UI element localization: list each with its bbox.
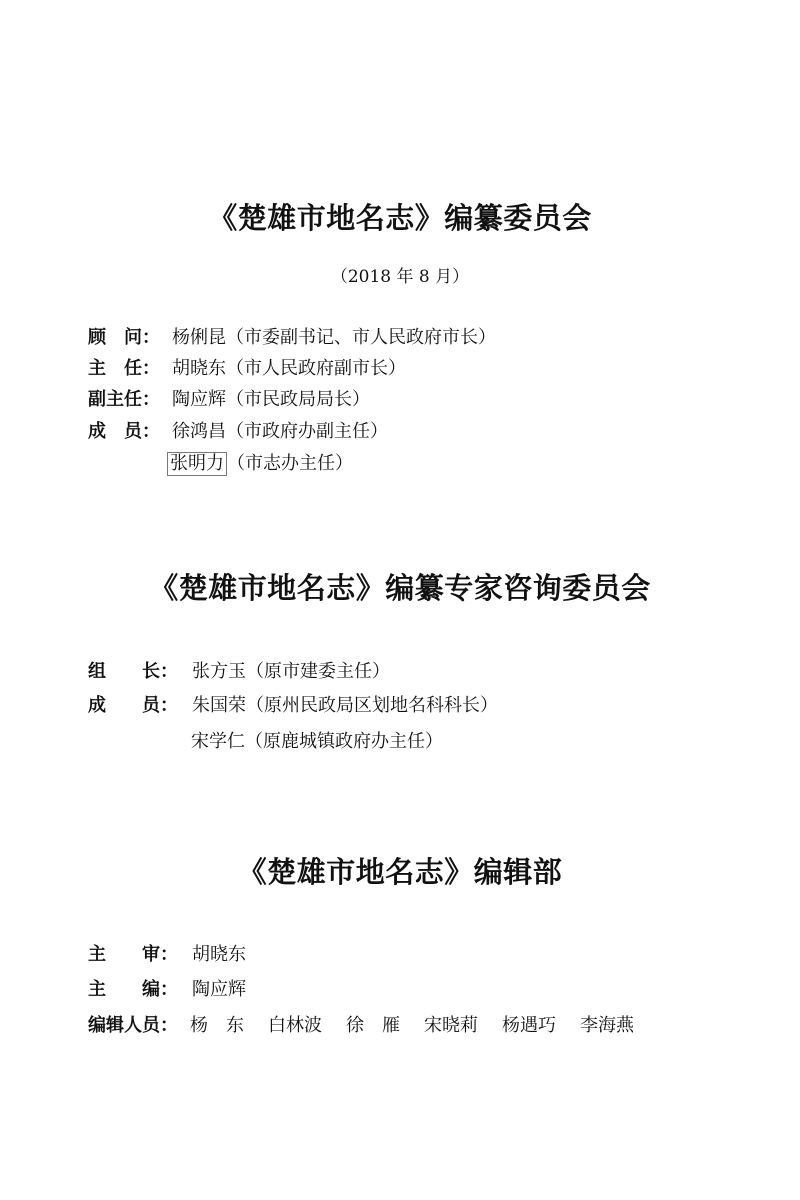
editor-name: 杨 东 [190, 1015, 244, 1036]
row-value: 徐鸿昌（市政府办副主任） [172, 421, 388, 442]
row-value: 杨俐昆（市委副书记、市人民政府市长） [172, 327, 496, 348]
row-label: 主 编： [88, 979, 178, 1000]
row-label: 主 任： [88, 358, 160, 379]
editorial-department-title: 《楚雄市地名志》编辑部 [237, 855, 563, 889]
editor-name: 杨遇巧 [502, 1015, 556, 1036]
row-value: 朱国荣（原州民政局区划地名科科长） [192, 695, 498, 716]
editor-name: 宋晓莉 [424, 1015, 478, 1036]
row-label: 主 审： [88, 944, 178, 965]
row-label: 组 长： [88, 661, 178, 682]
row-value: 胡晓东（市人民政府副市长） [172, 358, 406, 379]
row-value: 陶应辉 [192, 979, 246, 1000]
row-value: 陶应辉（市民政局局长） [172, 389, 370, 410]
dept-row-chief-reviewer [88, 942, 246, 968]
committee-row-members [88, 419, 388, 445]
committee-row-member-extra [167, 451, 353, 477]
committee-row-advisor [88, 325, 496, 351]
expert-row-member-extra [191, 729, 443, 755]
row-label: 成 员： [88, 695, 178, 716]
row-label: 成 员： [88, 421, 160, 442]
committee-row-director [88, 356, 406, 382]
row-value: 张方玉（原市建委主任） [192, 661, 390, 682]
expert-row-leader [88, 659, 390, 685]
highlighted-name: 张明力 [167, 452, 227, 476]
dept-row-chief-editor [88, 977, 246, 1003]
expert-committee-title: 《楚雄市地名志》编纂专家咨询委员会 [149, 571, 651, 605]
row-label: 编辑人员： [88, 1015, 178, 1036]
committee-row-deputy-director [88, 387, 370, 413]
row-value: 宋学仁（原鹿城镇政府办主任） [191, 731, 443, 752]
row-label: 顾 问： [88, 327, 160, 348]
editorial-committee-title: 《楚雄市地名志》编纂委员会 [208, 201, 592, 235]
row-label: 副主任： [88, 389, 160, 410]
committee-date: （2018 年 8 月） [330, 267, 470, 287]
expert-row-members [88, 693, 498, 719]
row-value: 胡晓东 [192, 944, 246, 965]
editor-name: 白林波 [268, 1015, 322, 1036]
editor-name: 徐 雁 [346, 1015, 400, 1036]
dept-row-editors [88, 1013, 658, 1039]
member-note: （市志办主任） [227, 453, 353, 474]
editor-name: 李海燕 [580, 1015, 634, 1036]
